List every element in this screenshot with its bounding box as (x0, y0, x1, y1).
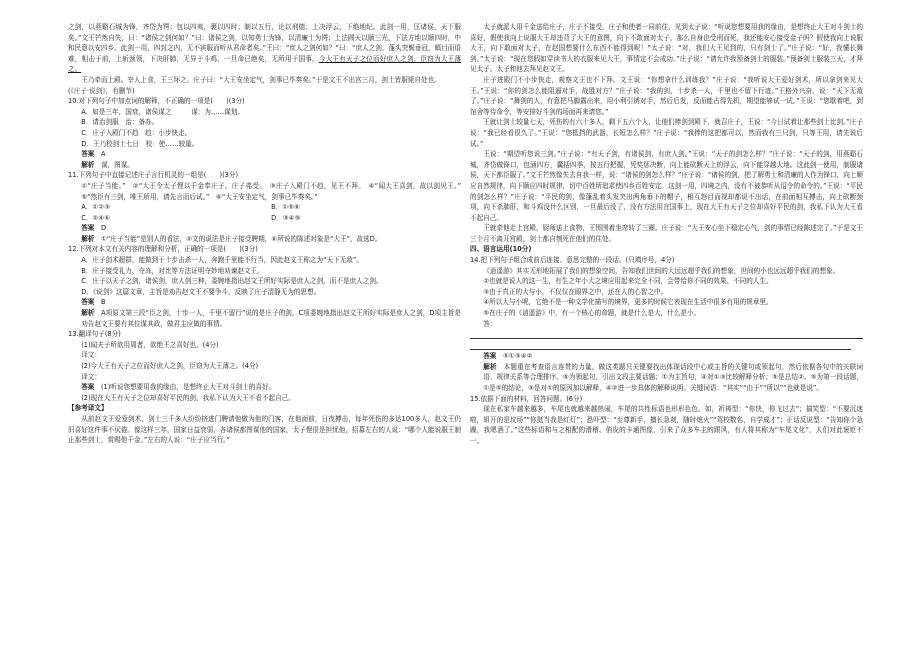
source-note: (《庄子·说剑》，有删节) (68, 86, 135, 95)
question-13-stem: 13.翻译句子(8分) (68, 330, 121, 339)
right-column (470, 22, 863, 447)
options-row (68, 213, 461, 224)
explanation-text: A项原文第三段“臣之剑，十步一人，千里不留行”说的是庄子的剑，C项委婉地指出赵文王所好实际是庶人之剑，D项主旨是劝告赵文王要有其位谋其政，做君主应做的事情。 (81, 309, 461, 328)
explanation-text: 本题重在考查语言连贯的力量，做这类题只关键要找出体现话段中心或主旨的关键句或领起句，然后依据各句中的关联词语、规律关系等合理排序。⑤为领起句，引出文段主要话题；①为主旨句，④对①③比较解释分析；⑤是总结②。⑤为第一段话题，①是⑤的结论，③是对①的原因加以解释，④②进一步具体的解释说明。关键词语：“其实”“由于”“所以”“也就是说”。 (483, 362, 864, 392)
question-11-sentences: ①“庄子当能。” ②“大王令太子悝以千金奉庄子。庄子弗受。 ③庄子入殿门不趋，见王不拜。 ④“闻大王喜剑，故以剑见王。” ⑤“然臣有三剑，唯王所用，请先言而后试。” ⑥“大王安坐定气，剑事已毕奏矣。” (81, 181, 468, 201)
question-13-item-1: (1)闻夫子所欲用周者，欲绝王之喜好也。(4分) (81, 340, 219, 349)
answer-line (470, 351, 863, 362)
translation-paragraph: 王就牵他走上宫殿，厨师送上食物，王围围着坐席转了三圈。庄子说：“大王安心坐下稳定心气，剑的事情已经陈述完了。”于是文王三个月不离开宫殿，剑士都自刎死在他们的住处。 (470, 224, 863, 243)
option-c: C．庄子入殿门不趋 趋：小步快走。 (81, 128, 192, 137)
explanation-line (68, 234, 461, 245)
explanation-line (68, 308, 461, 329)
question-15-stem: 15.依据下面的材料，回答问题。(6分) (470, 394, 583, 403)
answer-line (68, 149, 461, 160)
question-14-sentence: ④所以大与小呢，它绝不是一种文学化描写的境界，更多的时候它表现在生活中很多有用的规章里。 (483, 298, 773, 307)
translation-paragraph: 太子就派人用千金送给庄子，庄子不接受，庄子和使者一同前往，见到太子说：“听说您想要用我的缘由，是想终止大王对斗剑士的喜好，假使我向上说服大王却违背了大王的意图，向下不敢面对太子，那么自身也受刑而死，我还能安心接受金子吗？假使我向上说服大王，向下敢面对太子，在赵国想要什么东西不能得到呢！”太子说：“对，我们大王见到的，只有剑士了。”庄子说：“好，我懂长舞剑。”太子说：“现在您假如穿读书人的衣服来见大王，事情定不会成功。”庄子说：“请允许我预备剑士的服装。”预备剑士服装三天，才拜见太子。太子和他去拜见赵文王。 (470, 23, 863, 74)
answer-value: (1)听说您想要用我的缘由，是想终止大王对斗剑士的喜好。 (100, 383, 276, 392)
answer-label: 答案 (483, 352, 497, 361)
passage-text: 之剑，以燕谿石城为锋，齐岱为锷；包以四夷，裹以四时；制以五行，论以刑德；上决浮云，下绝地纪。此剑一用，匡诸侯，天下服矣。”文王芒然自失，曰：“诸侯之剑何如？”曰：诸侯之剑，以知勇士为锋，以清廉士为锷；上法圆天以顺三光，下法方地以顺四时，中和民意以安四乡。此剑一用，四封之内，无不宾服而听从君命者矣。”王曰：“庶人之剑何如？”曰：“庶人之剑，蓬头突鬓垂冠，瞋目而语难，相击于前，上斩颈领，下决肝肺，无异于斗鸡，一旦命已绝矣，无所用于国事。 (68, 23, 461, 63)
explanation-label: 解析 (483, 362, 497, 371)
explanation-text: 谋，图谋。 (100, 160, 134, 169)
option-c: C．②④⑥ (81, 213, 111, 222)
translation-paragraph: 王就让剑士较量七天，死伤的有六十多人，剩下五六个人，让他们捧剑到殿下，就召庄子，王说：“今日试着让那些剑士比剑。”庄子说：“我已经看很久了。”王说：“您抵挡的武器，长短怎么样？”庄子说：“我捧的这把都可以，然而我有三只剑，只等王用，请先说后试。” (470, 118, 863, 148)
answer-line (68, 297, 461, 308)
option-a: A．①②③ (81, 203, 111, 212)
option-c: C．庄子以天子之剑，诸侯剑，庶人剑三种，委婉地指出赵文王所好实际是庶人之剑，而不是庶人之剑。 (81, 277, 383, 286)
answer-blank-label: 答： (483, 319, 497, 328)
option-b: B．①⑤⑥ (271, 203, 300, 212)
option-d: D．③④⑤ (271, 213, 301, 222)
option-a: A．庄子剑术超群，能做到于十步击杀一人，奔跑千里能不行当，因此赵文王称之为“天下无敌”。 (81, 256, 363, 265)
answer-value: B (100, 298, 106, 307)
explanation-label: 解析 (81, 234, 95, 243)
answer-label: 答案 (81, 224, 95, 233)
question-11-stem: 11.下列句子中直接记述庄子言行机灵的一组是( )(3分) (68, 171, 239, 180)
question-14-sentence: ③由于真正的大与小，不仅仅在眼界之中，还在人的心智之中。 (483, 287, 668, 296)
answer-blank-line[interactable] (470, 340, 851, 350)
answer-value: ⑤①③④② (502, 352, 533, 361)
answer-blank-line[interactable] (470, 329, 863, 339)
translation-paragraph: 庄子进殿门不小步快走，观察文王也不下拜。文王说：“你想拿什么训练我？”庄子说：“我听说大王爱好剑术，所以拿剑来见大王。”王说：“你的剑怎么能阻遏对手，战胜对方？”庄子说：“我的剑，十步杀一人，千里也不留下行迹。”王格外兴奋，说：“天下无敌了。”庄子说：“舞剑的人，有意把马脚露出来，用小利引诱对手，然后后发，反而能占得先机，期望能够试一试。”王说：“您歇着吧，到馆舍等待命令，等安排好斗剑的场面再来请您。” (470, 75, 863, 116)
option-d: D．《说剑》这篇文章，主旨是劝告赵文王不要争斗，反映了庄子清静无为的思想。 (81, 287, 321, 296)
question-13-item-2: (2)今大王有天子之位而好庶人之剑，臣窃为大王薄之。(4分) (81, 362, 259, 370)
reference-translation: 从前赵文王爱爱剑术，剑士三千多人纷纷挤进门聘请他做为他的门客，在他面前，日夜搏击，每年死伤的多达100多人，赵文王仍旧喜好这件事不厌倦。像这样三年，国家日益衰弱，各诸侯都图谋他的国家，太子悝很是担忧他，招募左右的人说：“哪个人能说服王制止那些剑士，赏赐他千金。”左右的人说：“庄子应当行。” (68, 414, 461, 445)
section-4-heading: 四、语言运用(10分) (470, 245, 532, 254)
option-b: B．庄子接受礼力，夺冻，对比等方法证明夺妙地劝谏赵文王。 (81, 266, 264, 275)
reference-translation-title: 【参考译文】 (68, 404, 108, 413)
question-14-sentence: ②也就是说人的这一生，有生之年小大之境应用起来完全不同，会带给你不同的效果、不同的人生。 (483, 277, 773, 286)
option-a: A．如是三年，国衰，诸侯谋之 谋：为……谋划。 (81, 107, 244, 116)
answer-line (68, 382, 461, 393)
underlined-sentence: 今大王有天子之位而好庶人之剑，臣窃为大王薄之。 (68, 54, 462, 74)
explanation-line (68, 160, 461, 171)
translation-paragraph: 王说：“期望听您说三剑。”庄子说：“有天子剑，有诸侯剑，有庶人剑。”王说：“天子的剑怎么样？”庄子说：“天子的剑，用燕谿石城，齐岱做锋口，包涵四方，囊括四季，按五行把握，凭奖惩决断，向上能砍断天上的浮云，向下能穿越大地。这此剑一使用，制服诸侯，天下都臣服了。”文王芒然像失去自我一样，说：“诸侯的剑怎么样？”庄子说：“诸侯的剑，把了解勇士和清廉的人作为锋口，向上顺应自然规律，向下顺应四时规律，切中百姓所追求使四乡百姓安定。这剑一用，四境之内，没有不被恭听从诏令的命令的。”王说：“平民的剑怎么样？”庄子说：“平民的剑，像蓬乱着头发突出两角垂下的帽子，相互怒目而视却都说不出话，在前面相互搏击，向上砍断颈项，向下杀肺肝，和斗鸡没什么区别，一旦最后没了，没有方法用在国事上，现在大王有天子之位却喜好平民的剑，我私下认为大王看不起自己。 (470, 150, 863, 222)
answer-value: D (100, 224, 107, 233)
options-row (68, 202, 461, 213)
question-12-stem: 12.下列对本文有关内容的理解和分析，正确的一项是( )(3分) (68, 245, 258, 254)
explanation-line (470, 362, 863, 394)
translation-label: 译文： (81, 351, 101, 360)
question-14-sentence: 《逍遥游》其实无形地拓展了我们的想象空间，告知我们世间的大远远超乎我们的想象，世间的小也远远超乎我们的想象。 (483, 266, 840, 275)
translation-label: 译文： (81, 372, 101, 381)
explanation-text: ①“庄子当能”是别人的看法，②文的说法是庄子接受聘期，⑥所说的陈述对象是“大王”，故选D。 (100, 234, 382, 243)
question-14-sentence: ⑤在庄子的《逍遥游》中，有一个核心的命题，就是什么是大，什么是小。 (483, 309, 701, 318)
question-10-stem: 10.对下列句子中加点词的解释，不正确的一项是( )(3分) (68, 97, 245, 106)
question-14-stem: 14.把下列句子组合成前后连接、意思完整的一段话。(只填序号，4分) (470, 256, 675, 265)
explanation-label: 解析 (81, 160, 95, 169)
answer-label: 答案 (81, 298, 95, 307)
option-b: B．请治剑服 治：备办。 (81, 118, 159, 127)
answer-value: A (100, 150, 106, 159)
option-d: D．王乃校剑士七日 校：使……较量。 (81, 139, 199, 148)
answer-line-2: (2)现在大王有天子之位却喜好平民的剑，我私下认为大王不看不起自己。 (81, 393, 295, 402)
passage-paragraph (68, 22, 461, 75)
explanation-label: 解析 (81, 309, 95, 318)
question-15-material: 现在私家车越来越多，车尾也就越来越热闹，车尾的共性标语也形形色色。如，祈祷型：“你快，你飞过去”；搞笑型：“不要沉迷啦，姐开的是坟场”“你挺当我是红灯”；恐吓型：“至尊新手，擅长急刹，随时熄火”“驾校数名，自学成才”；正话反说型：“告知你个急躁，我嗯酒了。”这些标语和与之相配的滑稽、俏皮的卡通图像，引来了众多车主的跟风，有人将其称为“车尾文化”，人们对此褒贬不一。 (470, 405, 863, 445)
answer-label: 答案 (81, 150, 95, 159)
left-column (68, 22, 468, 446)
passage-paragraph: 王乃牵而上殿。宰人上食，王三环之。庄子曰：“大王安坐定气，剑事已毕奏矣。”于是文王不出宫三月，剑士皆服毙自处也。 (81, 75, 441, 84)
answer-label: 答案 (81, 383, 95, 392)
answer-line (68, 223, 461, 234)
